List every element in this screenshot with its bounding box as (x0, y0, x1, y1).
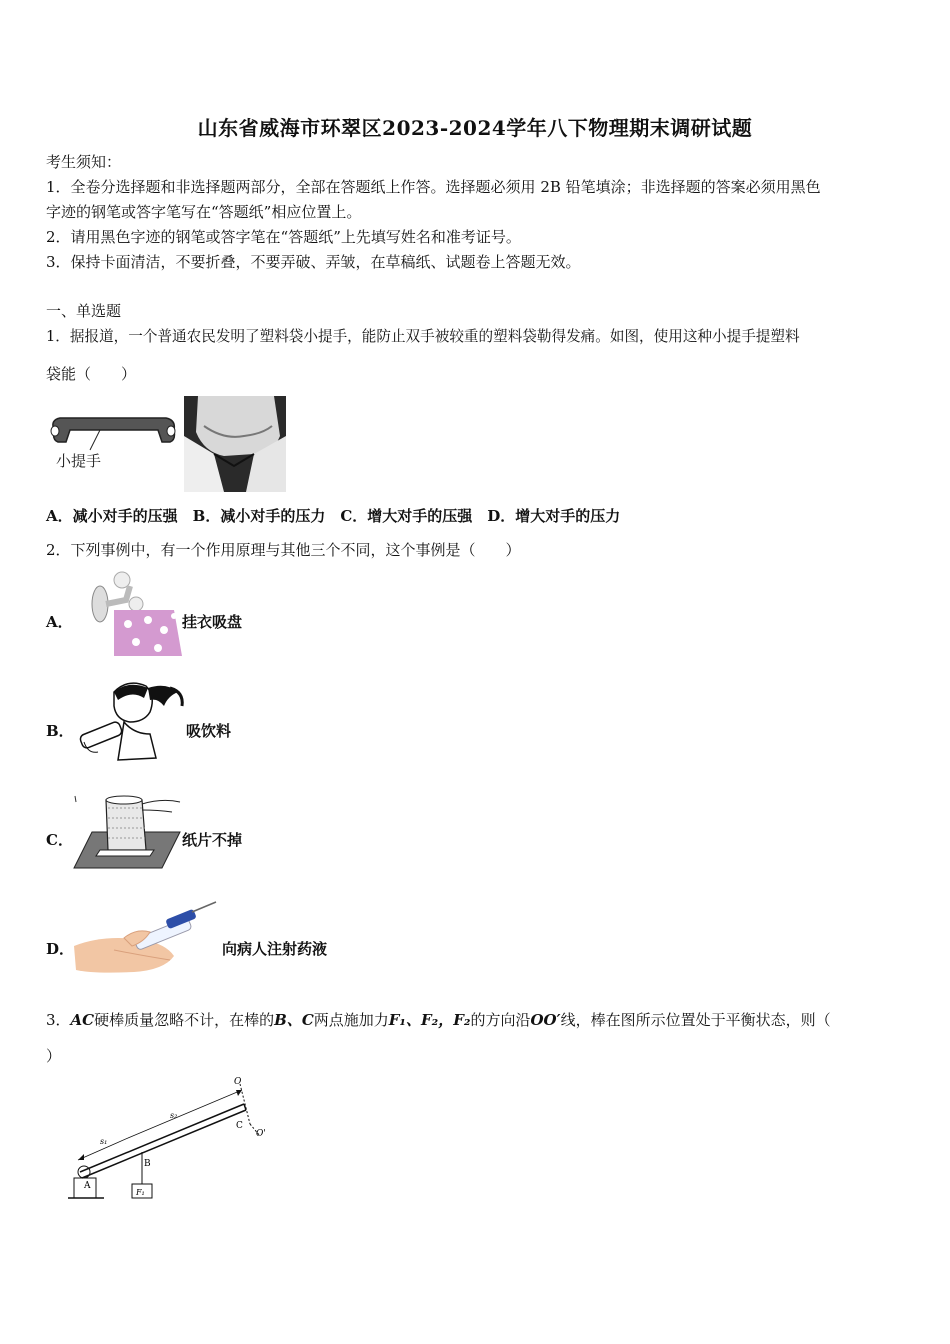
q2-option-a-text: 挂衣吸盘 (182, 613, 243, 631)
notice-line-2: 2．请用黑色字迹的钢笔或答字笔在“答题纸”上先填写姓名和准考证号。 (46, 228, 521, 246)
q1-options: A．减小对手的压强 B．减小对手的压力 C．增大对手的压强 D．增大对手的压力 (46, 507, 621, 525)
q2-option-a-label: A． (46, 613, 73, 631)
paper-cup-figure (72, 788, 182, 872)
q3-t1: 硬棒质量忽略不计，在棒的 (94, 1011, 275, 1029)
q2-option-d-label: D． (46, 940, 75, 958)
drinking-girl-figure (74, 678, 186, 766)
q3-stem-line2: ） (46, 1047, 62, 1065)
q2-option-b-label: B． (46, 722, 74, 740)
label-s1: s₁ (100, 1137, 108, 1146)
q2-stem: 2．下列事例中，有一个作用原理与其他三个不同，这个事例是（ ） (46, 541, 521, 559)
label-f1: F₁ (136, 1188, 145, 1197)
notice-line-3: 3．保持卡面清洁，不要折叠，不要弄破、弄皱，在草稿纸、试题卷上答题无效。 (46, 253, 581, 271)
q3-stem-line1 (46, 1010, 831, 1030)
lever-figure (64, 1072, 276, 1204)
notice-line-1b: 字迹的钢笔或答字笔写在“答题纸”相应位置上。 (46, 203, 362, 221)
hand-photo (184, 396, 286, 492)
q3-bc: B、C (274, 1011, 314, 1029)
q2-option-b-text: 吸饮料 (186, 722, 232, 740)
label-a: A (84, 1181, 91, 1191)
label-o-prime: O' (256, 1129, 266, 1139)
q1-stem-line2: 袋能（ ） (46, 365, 137, 383)
q3-forces: F₁、F₂，F₂ (388, 1011, 471, 1029)
handle-label: 小提手 (56, 453, 102, 470)
q1-stem-line1: 1．据报道，一个普通农民发明了塑料袋小提手，能防止双手被较重的塑料袋勒得发痛。如图，使用这种小提手提塑料 (46, 328, 800, 345)
q3-ac: AC (70, 1011, 95, 1029)
q3-t2: 两点施加力 (313, 1011, 389, 1029)
suction-hook-figure (78, 570, 182, 656)
q2-option-c-text: 纸片不掉 (182, 831, 243, 849)
page-title: 山东省威海市环翠区2023-2024学年八下物理期末调研试题 (197, 116, 753, 140)
handle-figure (46, 400, 182, 480)
q3-oo: OO′ (530, 1011, 561, 1029)
label-c: C (236, 1121, 243, 1131)
q3-t3: 的方向沿 (470, 1011, 531, 1029)
q3-t4: 线，棒在图所示位置处于平衡状态，则（ (560, 1011, 831, 1029)
notice-heading: 考生须知： (46, 153, 122, 171)
syringe-figure (74, 898, 220, 976)
notice-line-1a: 1．全卷分选择题和非选择题两部分，全部在答题纸上作答。选择题必须用 2B 铅笔填涂；非选择题的答案必须用黑色 (46, 178, 821, 196)
section-heading: 一、单选题 (46, 302, 122, 320)
label-o: O (234, 1077, 242, 1087)
label-s2: s₂ (170, 1111, 178, 1120)
q2-option-d-text: 向病人注射药液 (222, 940, 328, 958)
label-b: B (144, 1159, 151, 1169)
q2-option-c-label: C． (46, 831, 73, 849)
q3-num: 3． (46, 1011, 71, 1029)
